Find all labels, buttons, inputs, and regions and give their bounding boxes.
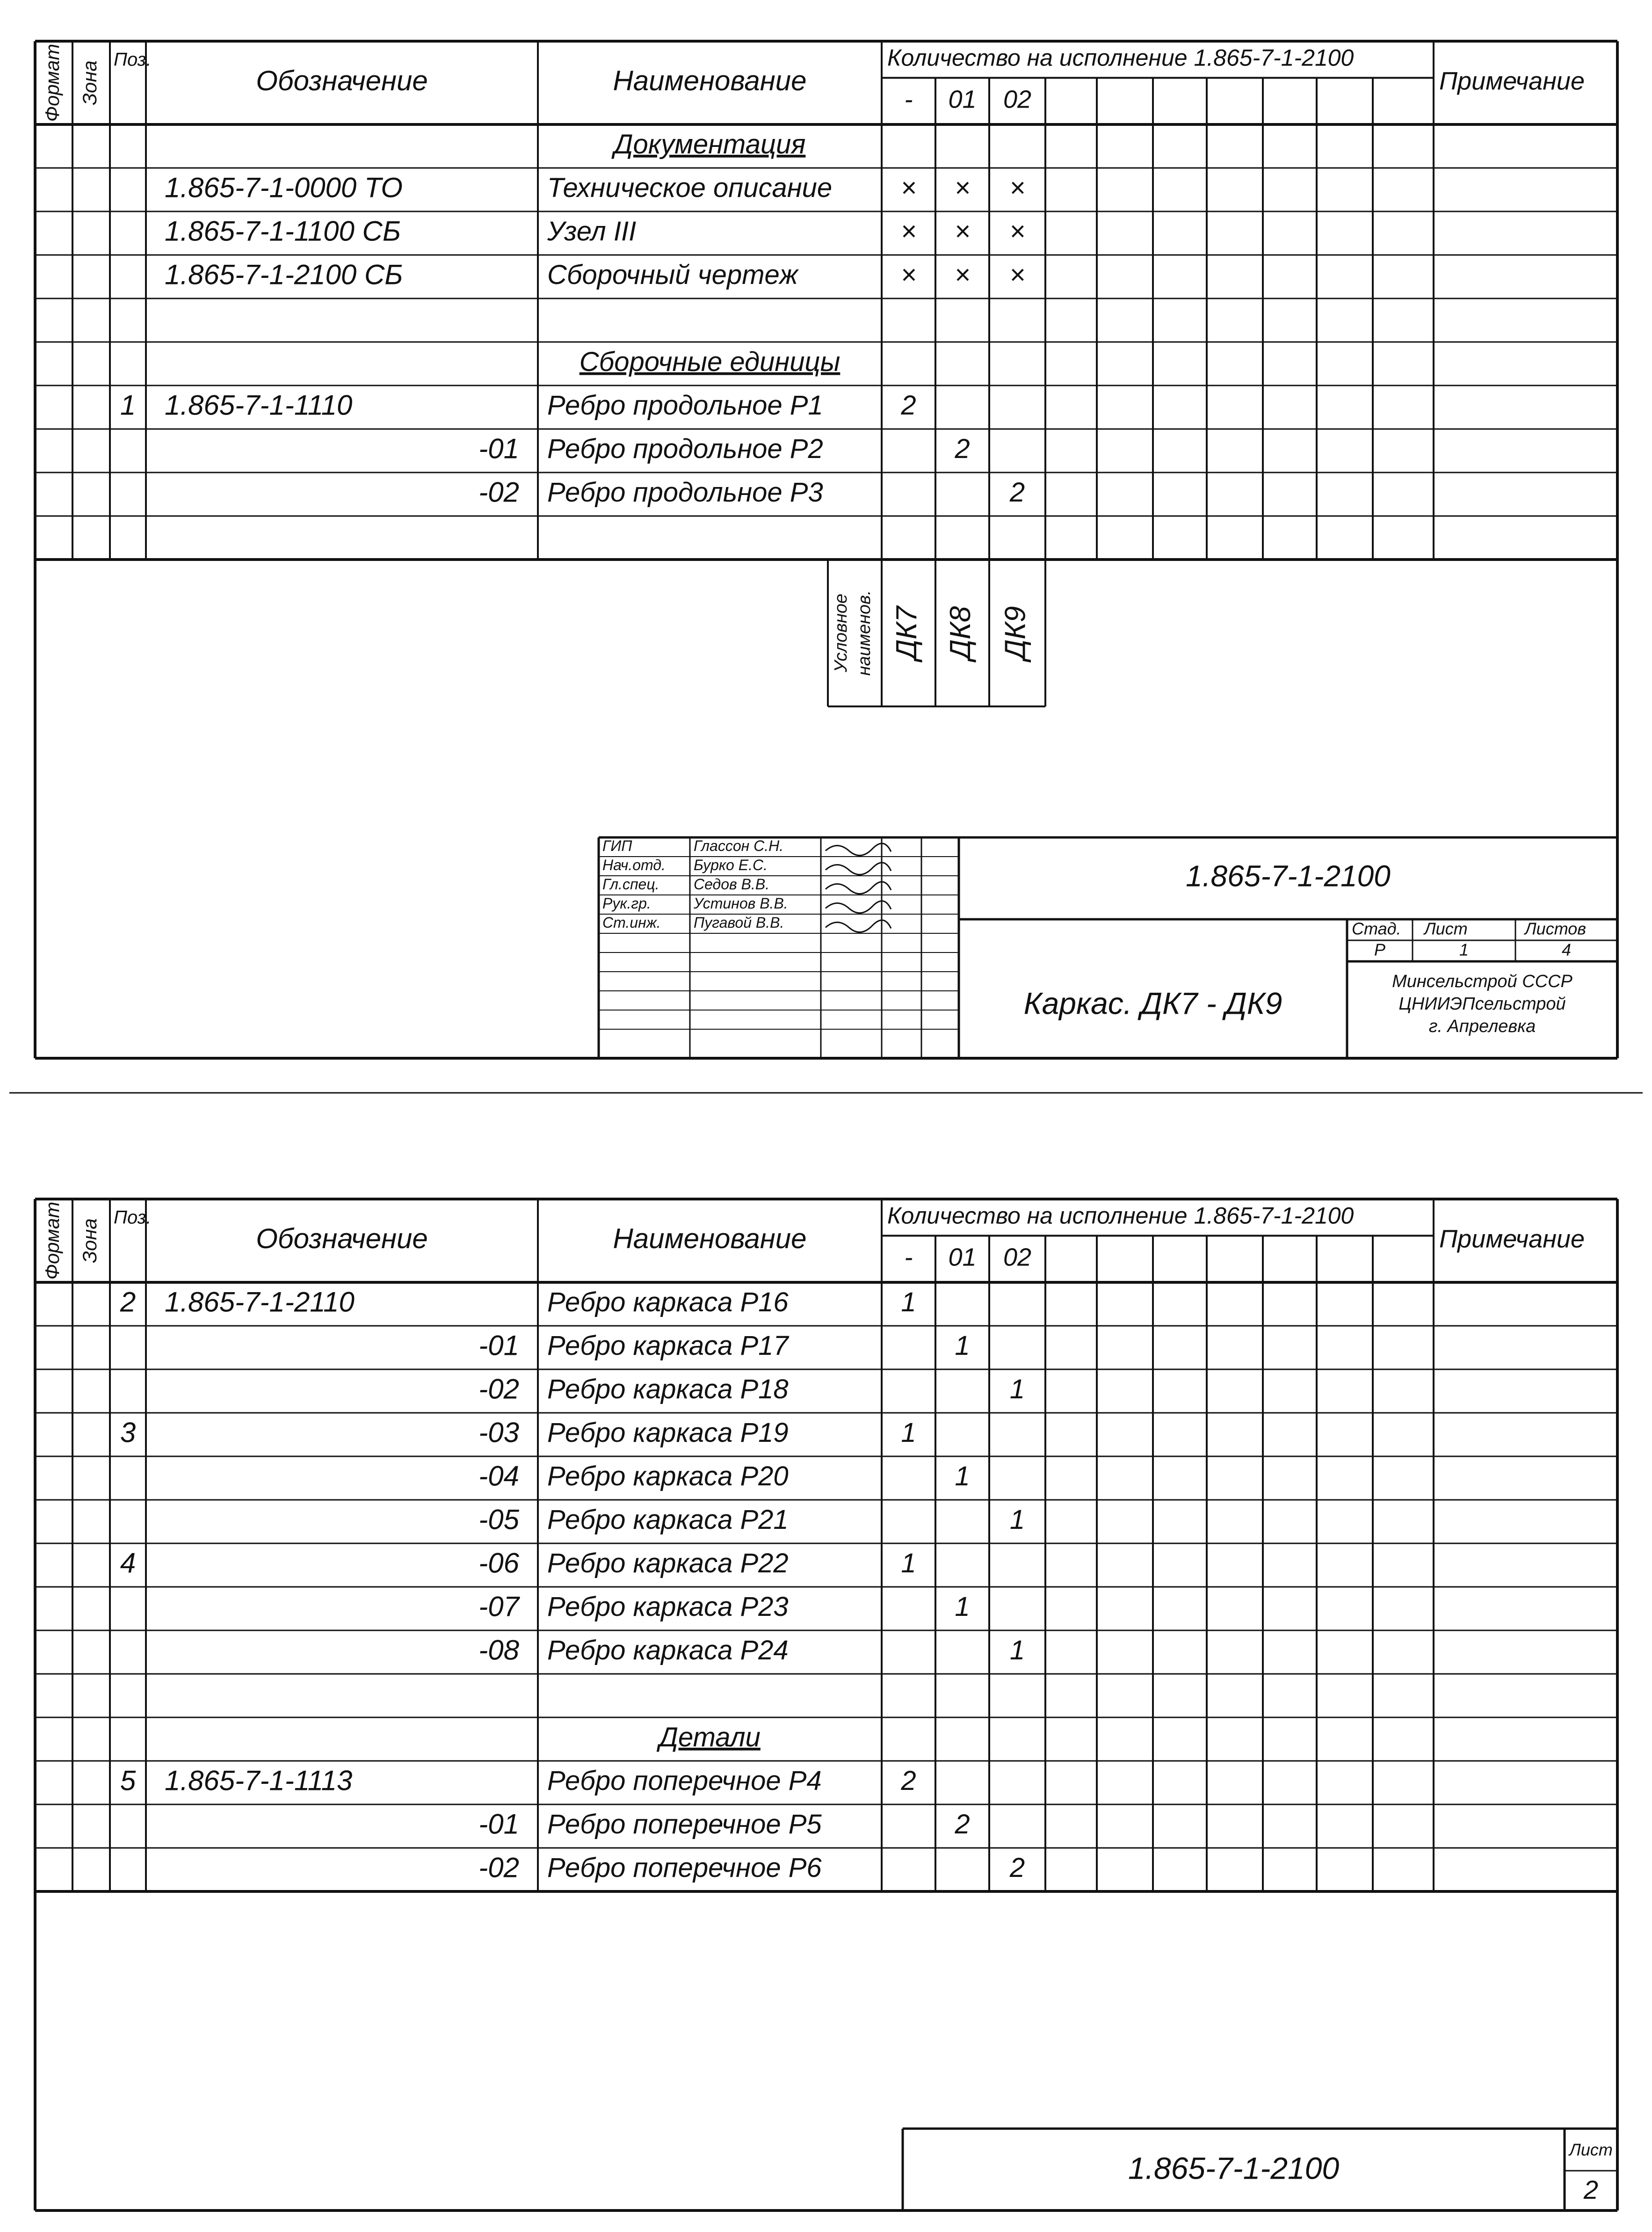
cell-quantity: ×: [900, 172, 917, 203]
cell-name: Ребро поперечное Р5: [547, 1809, 822, 1839]
sheet2-stamp: [903, 2129, 1617, 2210]
cell-pos: 4: [120, 1547, 136, 1579]
cell-quantity: 1: [955, 1461, 970, 1491]
header-name: Наименование: [613, 65, 807, 96]
signature-person: Устинов В.В.: [694, 894, 788, 912]
signature-person: Седов В.В.: [694, 875, 770, 893]
conditional-label: наименов.: [855, 590, 875, 676]
cell-designation: -02: [478, 476, 519, 508]
sheet-label: Лист: [1569, 2140, 1613, 2159]
header-designation: Обозначение: [256, 65, 428, 96]
signature-role: ГИП: [602, 837, 632, 854]
cell-quantity: 2: [901, 390, 916, 421]
cell-name: Ребро каркаса Р22: [547, 1548, 789, 1578]
cell-quantity: ×: [1009, 172, 1025, 203]
cell-designation: 1.865-7-1-1110: [165, 389, 353, 421]
cell-name: Ребро каркаса Р18: [547, 1374, 789, 1404]
cell-name: Ребро каркаса Р23: [547, 1591, 789, 1622]
cell-quantity: ×: [954, 259, 971, 290]
header-format: Формат: [41, 44, 64, 122]
cell-quantity: ×: [1009, 259, 1025, 290]
section-heading: Сборочные единицы: [579, 346, 840, 377]
sheets-value: 4: [1561, 940, 1572, 960]
sheet-value: 1: [1459, 940, 1469, 960]
document-code: 1.865-7-1-2100: [1128, 2151, 1340, 2186]
cell-quantity: ×: [954, 216, 971, 247]
section-heading: Документация: [614, 129, 806, 160]
cell-designation: -03: [478, 1417, 519, 1448]
header-variant: 02: [1003, 85, 1032, 114]
cell-quantity: 1: [901, 1417, 916, 1448]
header-quantity: Количество на исполнение 1.865-7-1-2100: [887, 1202, 1354, 1229]
header-format: Формат: [41, 1201, 64, 1280]
header-zone: Зона: [79, 60, 101, 105]
cell-designation: 1.865-7-1-2110: [165, 1286, 355, 1318]
cell-name: Ребро поперечное Р4: [547, 1765, 822, 1796]
cell-quantity: 1: [1009, 1374, 1025, 1404]
cell-quantity: ×: [900, 216, 917, 247]
signature-role: Нач.отд.: [602, 856, 666, 873]
section-heading: Детали: [659, 1722, 761, 1752]
conditional-name: ДК7: [890, 606, 923, 660]
signature-role: Гл.спец.: [602, 875, 659, 893]
cell-quantity: 2: [955, 433, 970, 464]
cell-designation: -02: [478, 1373, 519, 1405]
header-variant: 01: [948, 85, 977, 114]
cell-name: Ребро продольное Р1: [547, 390, 823, 421]
cell-designation: -04: [478, 1460, 519, 1492]
header-variant: 01: [948, 1243, 977, 1272]
cell-designation: -08: [478, 1634, 519, 1666]
cell-quantity: ×: [954, 172, 971, 203]
cell-designation: -02: [478, 1852, 519, 1883]
cell-quantity: 1: [901, 1287, 916, 1317]
cell-quantity: 1: [901, 1548, 916, 1578]
stage-value: Р: [1374, 940, 1386, 960]
cell-designation: -05: [478, 1504, 519, 1535]
conditional-name: ДК8: [944, 606, 977, 660]
signature-person: Глассон С.Н.: [694, 837, 784, 854]
organization-line: ЦНИИЭПсельстрой: [1398, 994, 1566, 1014]
cell-name: Ребро каркаса Р16: [547, 1287, 789, 1317]
signature-role: Рук.гр.: [602, 894, 651, 912]
cell-quantity: 1: [955, 1591, 970, 1622]
cell-pos: 3: [120, 1417, 136, 1448]
cell-quantity: 1: [955, 1330, 970, 1361]
header-note: Примечание: [1439, 67, 1585, 95]
cell-name: Ребро каркаса Р21: [547, 1504, 789, 1535]
cell-quantity: ×: [900, 259, 917, 290]
conditional-names-block: [828, 560, 1045, 706]
cell-name: Узел III: [547, 216, 637, 247]
cell-quantity: 2: [901, 1765, 916, 1796]
signature-person: Бурко Е.С.: [694, 856, 768, 873]
cell-name: Ребро поперечное Р6: [547, 1852, 822, 1883]
header-note: Примечание: [1439, 1225, 1585, 1253]
cell-pos: 5: [120, 1765, 136, 1796]
cell-pos: 1: [120, 389, 136, 421]
sheets-header: Листов: [1525, 919, 1587, 938]
header-name: Наименование: [613, 1222, 807, 1254]
header-zone: Зона: [79, 1218, 101, 1263]
document-title: Каркас. ДК7 - ДК9: [1023, 986, 1282, 1021]
sheet-number: 2: [1583, 2174, 1599, 2204]
cell-designation: -06: [478, 1547, 519, 1579]
header-variant: 02: [1003, 1243, 1032, 1272]
organization-line: г. Апрелевка: [1428, 1017, 1536, 1037]
cell-name: Ребро продольное Р2: [547, 433, 823, 464]
cell-designation: 1.865-7-1-2100 СБ: [165, 259, 403, 291]
cell-name: Ребро каркаса Р24: [547, 1635, 789, 1665]
header-designation: Обозначение: [256, 1222, 428, 1254]
cell-designation: -01: [478, 1330, 519, 1361]
signature-role: Ст.инж.: [602, 914, 661, 931]
cell-designation: 1.865-7-1-1100 СБ: [165, 215, 401, 247]
document-code: 1.865-7-1-2100: [1186, 859, 1391, 893]
cell-quantity: 2: [1009, 1852, 1025, 1883]
sheet2-table: [35, 1199, 1617, 1891]
signature-person: Пугавой В.В.: [694, 914, 784, 931]
header-variant: -: [904, 85, 913, 114]
organization-line: Минсельстрой СССР: [1392, 972, 1572, 992]
cell-name: Ребро каркаса Р17: [547, 1330, 789, 1361]
cell-quantity: 1: [1009, 1504, 1025, 1535]
header-variant: -: [904, 1243, 913, 1272]
header-quantity: Количество на исполнение 1.865-7-1-2100: [887, 44, 1354, 71]
conditional-name: ДК9: [999, 606, 1032, 660]
cell-quantity: 1: [1009, 1635, 1025, 1665]
cell-name: Ребро каркаса Р20: [547, 1461, 789, 1491]
cell-name: Ребро продольное Р3: [547, 477, 823, 508]
sheet1-table: [35, 41, 1617, 560]
cell-designation: -01: [478, 433, 519, 465]
cell-designation: 1.865-7-1-1113: [165, 1765, 353, 1796]
cell-pos: 2: [120, 1286, 136, 1318]
cell-quantity: ×: [1009, 216, 1025, 247]
conditional-label: Условное: [831, 593, 851, 673]
cell-name: Сборочный чертеж: [547, 259, 798, 290]
cell-quantity: 2: [1009, 477, 1025, 508]
header-pos: Поз.: [114, 1207, 152, 1228]
cell-name: Техническое описание: [547, 172, 833, 203]
title-block: [599, 837, 1617, 1058]
cell-designation: 1.865-7-1-0000 ТО: [165, 172, 403, 204]
cell-quantity: 2: [955, 1809, 970, 1839]
cell-name: Ребро каркаса Р19: [547, 1417, 789, 1448]
header-pos: Поз.: [114, 49, 152, 70]
sheet-header: Лист: [1424, 919, 1468, 938]
cell-designation: -01: [478, 1808, 519, 1840]
stage-header: Стад.: [1352, 919, 1401, 938]
cell-designation: -07: [478, 1591, 519, 1622]
